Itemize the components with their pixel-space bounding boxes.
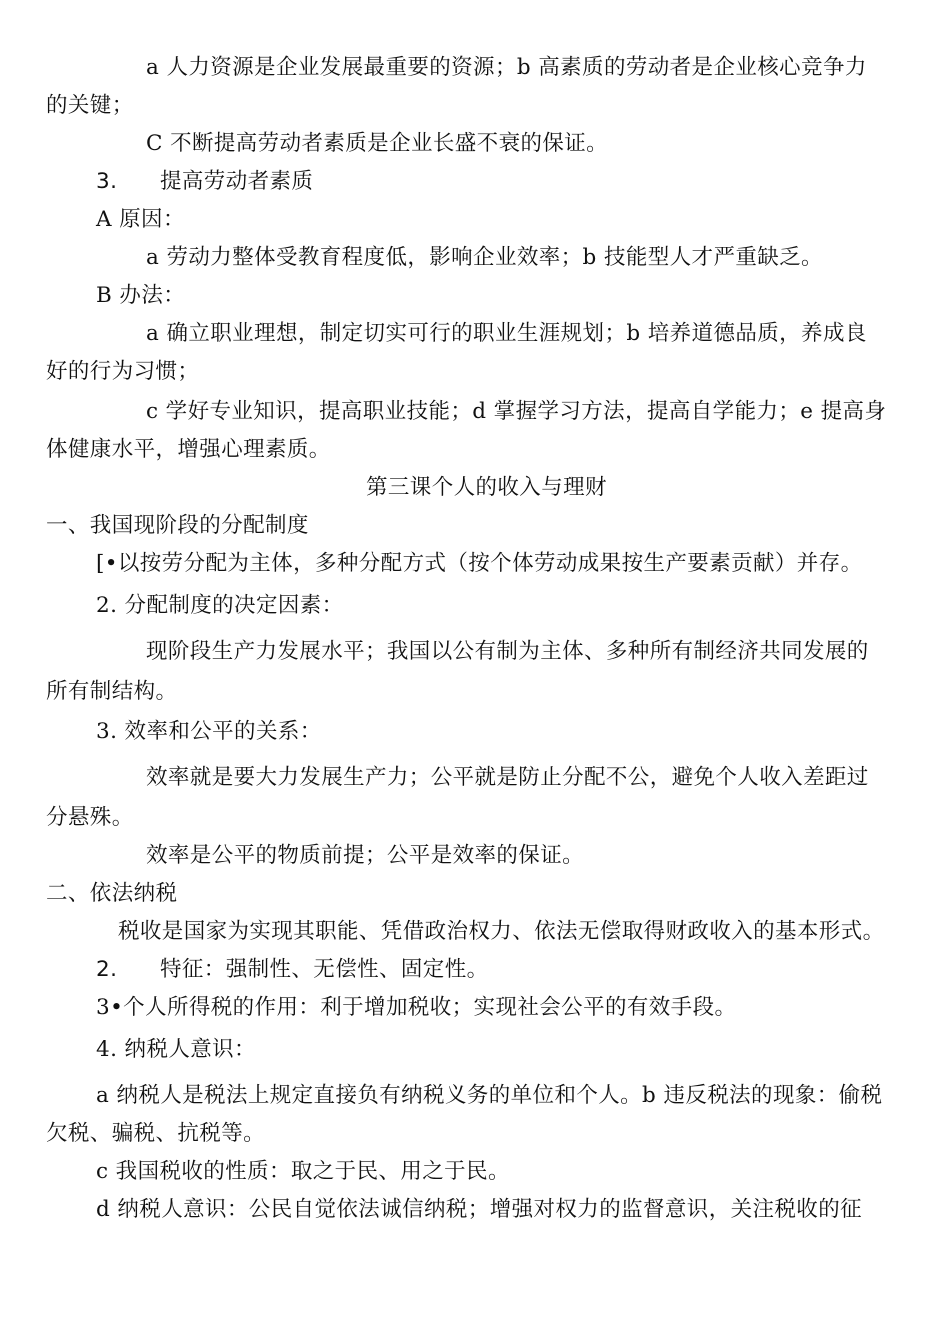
- text-line-27: 4. 纳税人意识：: [96, 1037, 256, 1062]
- text-line-9: 好的行为习惯；: [46, 359, 200, 384]
- text-line-5: A 原因：: [96, 207, 185, 232]
- text-line-17: 所有制结构。: [46, 679, 178, 704]
- text-line-18: 3. 效率和公平的关系：: [96, 719, 322, 744]
- text-line-10: c 学好专业知识，提高职业技能；d 掌握学习方法，提高自学能力；e 提高身: [146, 399, 887, 424]
- text-line-31: d 纳税人意识：公民自觉依法诚信纳税；增强对权力的监督意识，关注税收的征: [96, 1197, 863, 1222]
- text-line-19: 效率就是要大力发展生产力；公平就是防止分配不公，避免个人收入差距过: [146, 765, 869, 790]
- list-number-2: 2.: [96, 957, 118, 982]
- text-line-3: C 不断提高劳动者素质是企业长盛不衰的保证。: [146, 131, 609, 156]
- text-line-14: [•以按劳分配为主体，多种分配方式（按个体劳动成果按生产要素贡献）并存。: [96, 551, 863, 576]
- text-line-23: 税收是国家为实现其职能、凭借政治权力、依法无偿取得财政收入的基本形式。: [118, 919, 885, 944]
- section-heading: 提高劳动者素质: [160, 169, 314, 194]
- text-line-25: 特征：强制性、无偿性、固定性。: [160, 957, 489, 982]
- text-line-30: c 我国税收的性质：取之于民、用之于民。: [96, 1159, 510, 1184]
- text-line-28: a 纳税人是税法上规定直接负有纳税义务的单位和个人。b 违反税法的现象：偷税: [96, 1083, 883, 1108]
- text-line-1: a 人力资源是企业发展最重要的资源；b 高素质的劳动者是企业核心竞争力: [146, 55, 867, 80]
- section-heading-2: 二、依法纳税: [46, 881, 178, 906]
- text-line-8: a 确立职业理想，制定切实可行的职业生涯规划；b 培养道德品质，养成良: [146, 321, 867, 346]
- text-line-26: 3•个人所得税的作用：利于增加税收；实现社会公平的有效手段。: [96, 995, 737, 1020]
- text-line-29: 欠税、骗税、抗税等。: [46, 1121, 266, 1146]
- text-line-21: 效率是公平的物质前提；公平是效率的保证。: [146, 843, 585, 868]
- text-line-2: 的关键；: [46, 93, 134, 118]
- text-line-7: B 办法：: [96, 283, 186, 308]
- section-heading-1: 一、我国现阶段的分配制度: [46, 513, 309, 538]
- text-line-20: 分悬殊。: [46, 805, 134, 830]
- text-line-6: a 劳动力整体受教育程度低，影响企业效率；b 技能型人才严重缺乏。: [146, 245, 823, 270]
- text-line-16: 现阶段生产力发展水平；我国以公有制为主体、多种所有制经济共同发展的: [146, 639, 869, 664]
- lesson-title: 第三课个人的收入与理财: [366, 475, 607, 500]
- list-number: 3.: [96, 169, 118, 194]
- text-line-11: 体健康水平，增强心理素质。: [46, 437, 331, 462]
- text-line-15: 2. 分配制度的决定因素：: [96, 593, 344, 618]
